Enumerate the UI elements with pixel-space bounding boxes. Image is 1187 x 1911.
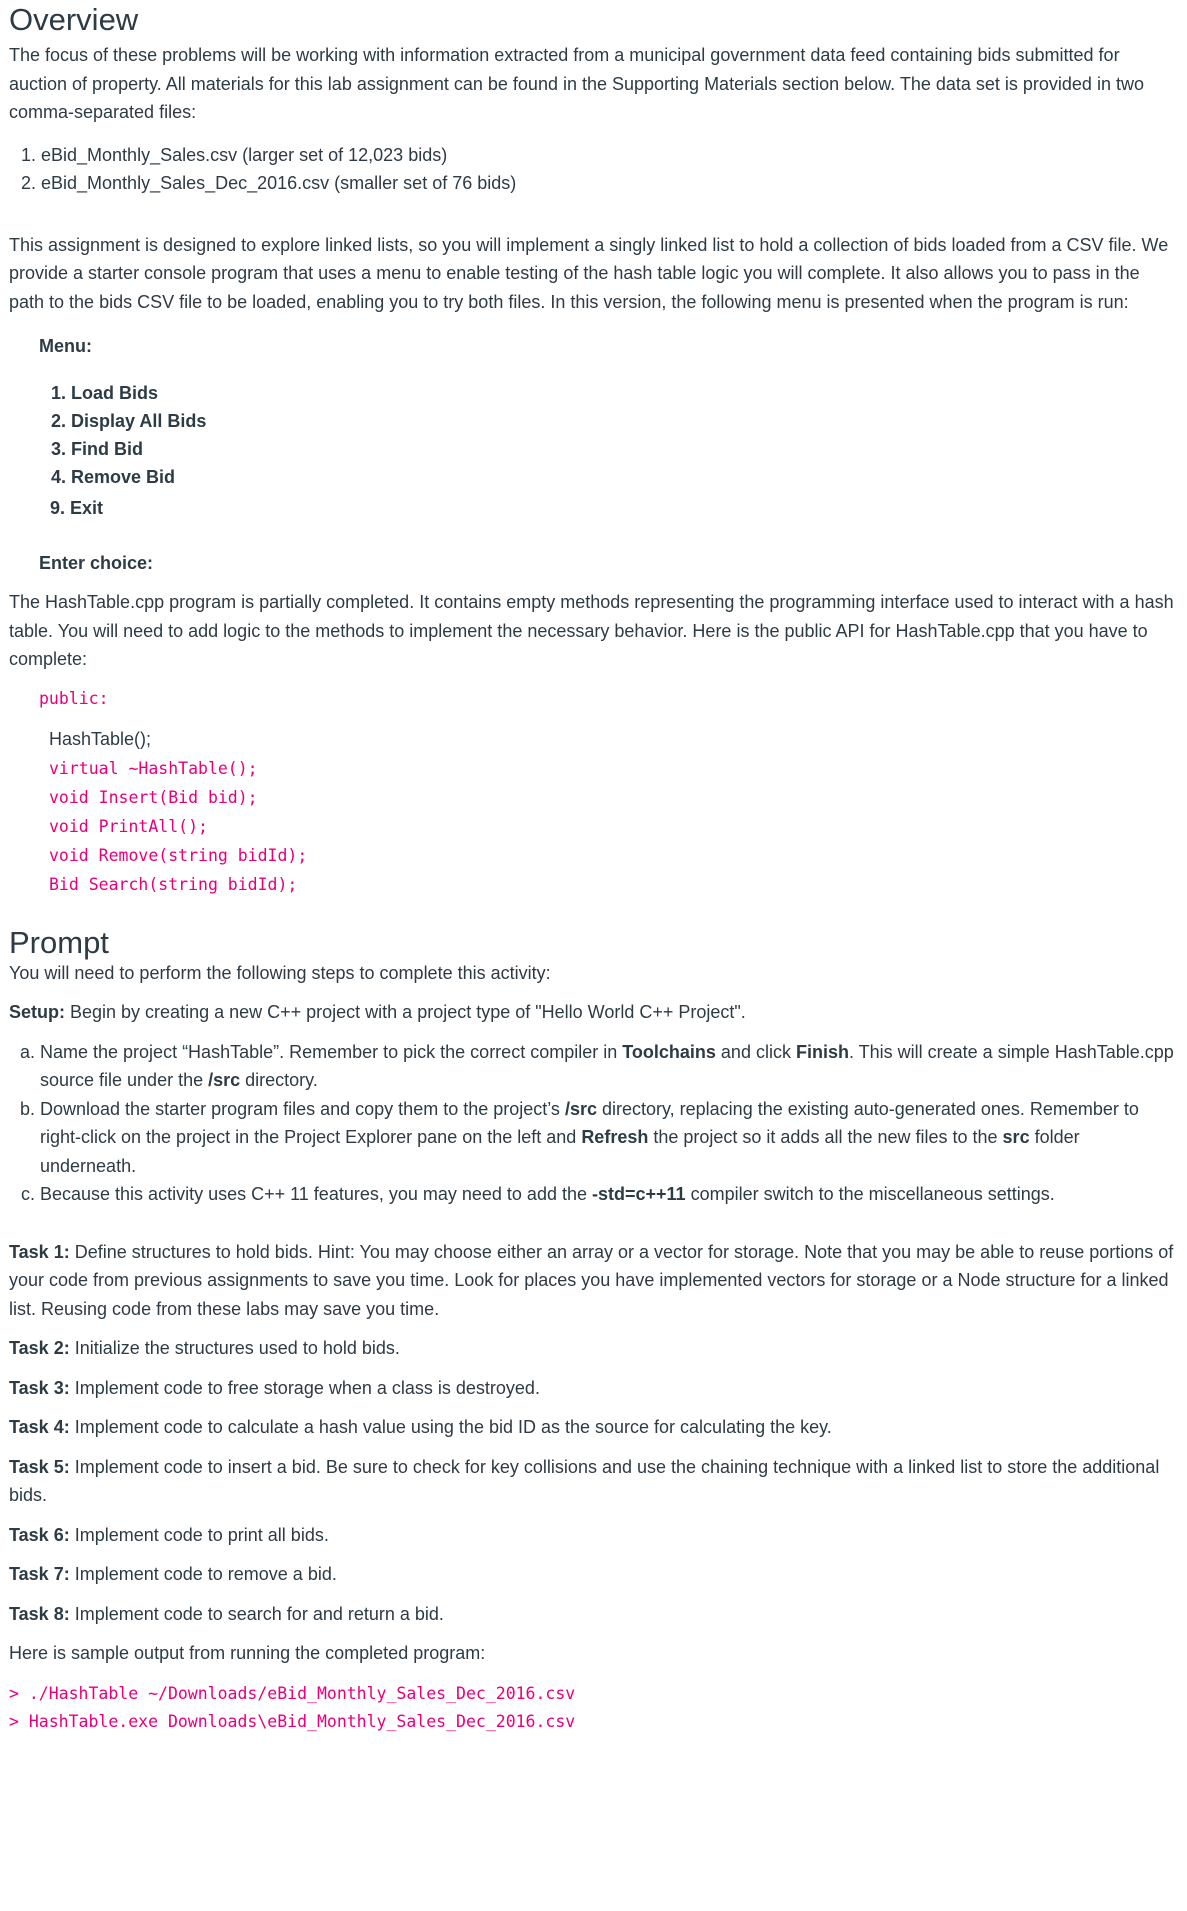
step-text: directory. (240, 1070, 318, 1090)
setup-step-c (40, 1180, 1178, 1209)
task-item (9, 1238, 1178, 1324)
prompt-heading: Prompt (9, 924, 109, 960)
task-text: Initialize the structures used to hold bids. (69, 1338, 400, 1358)
program-menu (9, 332, 1178, 577)
data-files-list (9, 141, 1178, 198)
step-text: Download the starter program files and copy them to the project’s (40, 1098, 565, 1119)
assignment-description: This assignment is designed to explore linked lists, so you will implement a singly linked list to hold a collection of bids loaded from a CSV file. We provide a starter console program that uses a menu to enable testing of the hash table logic you will complete. It also allows you to pass in the path to the bids CSV file to be loaded, enabling you to try both files. In this version, the following menu is presented when the program is run: (9, 234, 1169, 312)
menu-option: 4. Remove Bid (71, 463, 1178, 491)
step-bold: /src (564, 1098, 597, 1119)
menu-exit-number: 9. (50, 498, 66, 518)
task-label: Task 6: (9, 1524, 70, 1545)
menu-option: 3. Find Bid (71, 435, 1178, 463)
task-text: Implement code to calculate a hash value using the bid ID as the source for calculating the key. (69, 1417, 832, 1437)
step-bold: /src (208, 1070, 241, 1090)
prompt-intro: You will need to perform the following steps to complete this activity: (9, 962, 551, 983)
task-item (9, 1600, 1178, 1629)
task-label: Task 7: (9, 1564, 70, 1584)
task-label: Task 8: (9, 1603, 70, 1624)
step-text: directory, replacing the existing auto-generated ones. Remember to right-click on the project in the Project Explorer pane on the left and (40, 1098, 1139, 1147)
api-method: void PrintAll(); (49, 816, 208, 836)
step-bold: Toolchains (622, 1041, 716, 1062)
step-text: . This will create a simple HashTable.cpp source file under the (40, 1041, 1174, 1090)
api-method: virtual ~HashTable(); (49, 758, 258, 778)
step-text: and click (715, 1041, 796, 1062)
command-line: > HashTable.exe Downloads\eBid_Monthly_Sales_Dec_2016.csv (9, 1711, 576, 1731)
task-label: Task 3: (9, 1377, 70, 1398)
task-list (9, 1238, 1178, 1629)
task-text: Implement code to remove a bid. (69, 1564, 337, 1584)
step-bold: Finish (795, 1041, 849, 1062)
step-text: Name the project “HashTable”. Remember to pick the correct compiler in (40, 1041, 623, 1062)
setup-steps-list (9, 1038, 1178, 1209)
task-text: Implement code to insert a bid. Be sure to check for key collisions and use the chaining technique with a linked list to store the additional bids. (9, 1456, 1160, 1505)
step-text: folder underneath. (40, 1127, 1080, 1176)
task-item (9, 1413, 1178, 1442)
task-label: Task 1: (9, 1241, 70, 1262)
step-text: the project so it adds all the new files to the (648, 1127, 1003, 1147)
sample-output-intro: Here is sample output from running the completed program: (9, 1643, 486, 1663)
task-item (9, 1453, 1178, 1510)
task-label: Task 5: (9, 1456, 70, 1477)
menu-exit-option (39, 494, 1178, 522)
overview-intro: The focus of these problems will be working with information extracted from a municipal government data feed containing bids submitted for auction of property. All materials for this lab assignment can be found in the Supporting Materials section below. The data set is provided in two comma-separated files: (9, 45, 1144, 122)
task-label: Task 4: (9, 1417, 70, 1437)
api-method: void Remove(string bidId); (49, 845, 308, 865)
task-item (9, 1560, 1178, 1589)
step-bold: -std=c++11 (592, 1184, 686, 1204)
api-constructor: HashTable(); (49, 728, 152, 749)
setup-text: Begin by creating a new C++ project with a project type of "Hello World C++ Project". (65, 1002, 746, 1022)
menu-option: 1. Load Bids (71, 379, 1178, 407)
public-api-block (9, 685, 1178, 899)
command-line: > ./HashTable ~/Downloads/eBid_Monthly_Sales_Dec_2016.csv (9, 1683, 576, 1703)
step-text: compiler switch to the miscellaneous settings. (685, 1184, 1055, 1204)
task-text: Implement code to search for and return a bid. (69, 1603, 444, 1624)
setup-paragraph (9, 998, 1178, 1027)
enter-choice-prompt: Enter choice: (39, 553, 154, 573)
menu-title: Menu: (39, 336, 92, 356)
menu-option: 2. Display All Bids (71, 407, 1178, 435)
api-intro: The HashTable.cpp program is partially completed. It contains empty methods representing the programming interface used to interact with a hash table. You will need to add logic to the methods to implement the necessary behavior. Here is the public API for HashTable.cpp that you have to complete: (9, 592, 1174, 669)
task-text: Implement code to print all bids. (69, 1524, 329, 1545)
task-text: Implement code to free storage when a class is destroyed. (69, 1377, 540, 1398)
data-file-item: 2. eBid_Monthly_Sales_Dec_2016.csv (smaller set of 76 bids) (41, 169, 1178, 198)
step-bold: src (1002, 1127, 1030, 1147)
api-method: void Insert(Bid bid); (49, 787, 258, 807)
setup-step-b (40, 1095, 1178, 1181)
task-item (9, 1374, 1178, 1403)
task-label: Task 2: (9, 1338, 70, 1358)
task-item (9, 1334, 1178, 1363)
sample-commands (9, 1680, 1178, 1736)
task-text: Define structures to hold bids. Hint: You may choose either an array or a vector for storage. Note that you may be able to reuse portions of your code from previous assignments to save you time. Look for places you have implemented vectors for storage or a Node structure for a linked list. Reusing code from these labs may save you time. (9, 1241, 1174, 1319)
setup-label: Setup: (9, 1002, 65, 1022)
menu-exit-label: Exit (70, 498, 104, 518)
data-file-item: 1. eBid_Monthly_Sales.csv (larger set of 12,023 bids) (41, 141, 1178, 170)
api-public-keyword: public: (39, 688, 109, 708)
api-method-list (39, 725, 1178, 899)
task-item (9, 1521, 1178, 1550)
api-method: Bid Search(string bidId); (49, 874, 298, 894)
assignment-page (0, 2, 1187, 1736)
step-text: Because this activity uses C++ 11 features, you may need to add the (40, 1184, 592, 1204)
overview-heading: Overview (9, 2, 139, 37)
setup-step-a (40, 1038, 1178, 1095)
menu-options-list (39, 379, 1178, 491)
step-bold: Refresh (581, 1127, 649, 1147)
